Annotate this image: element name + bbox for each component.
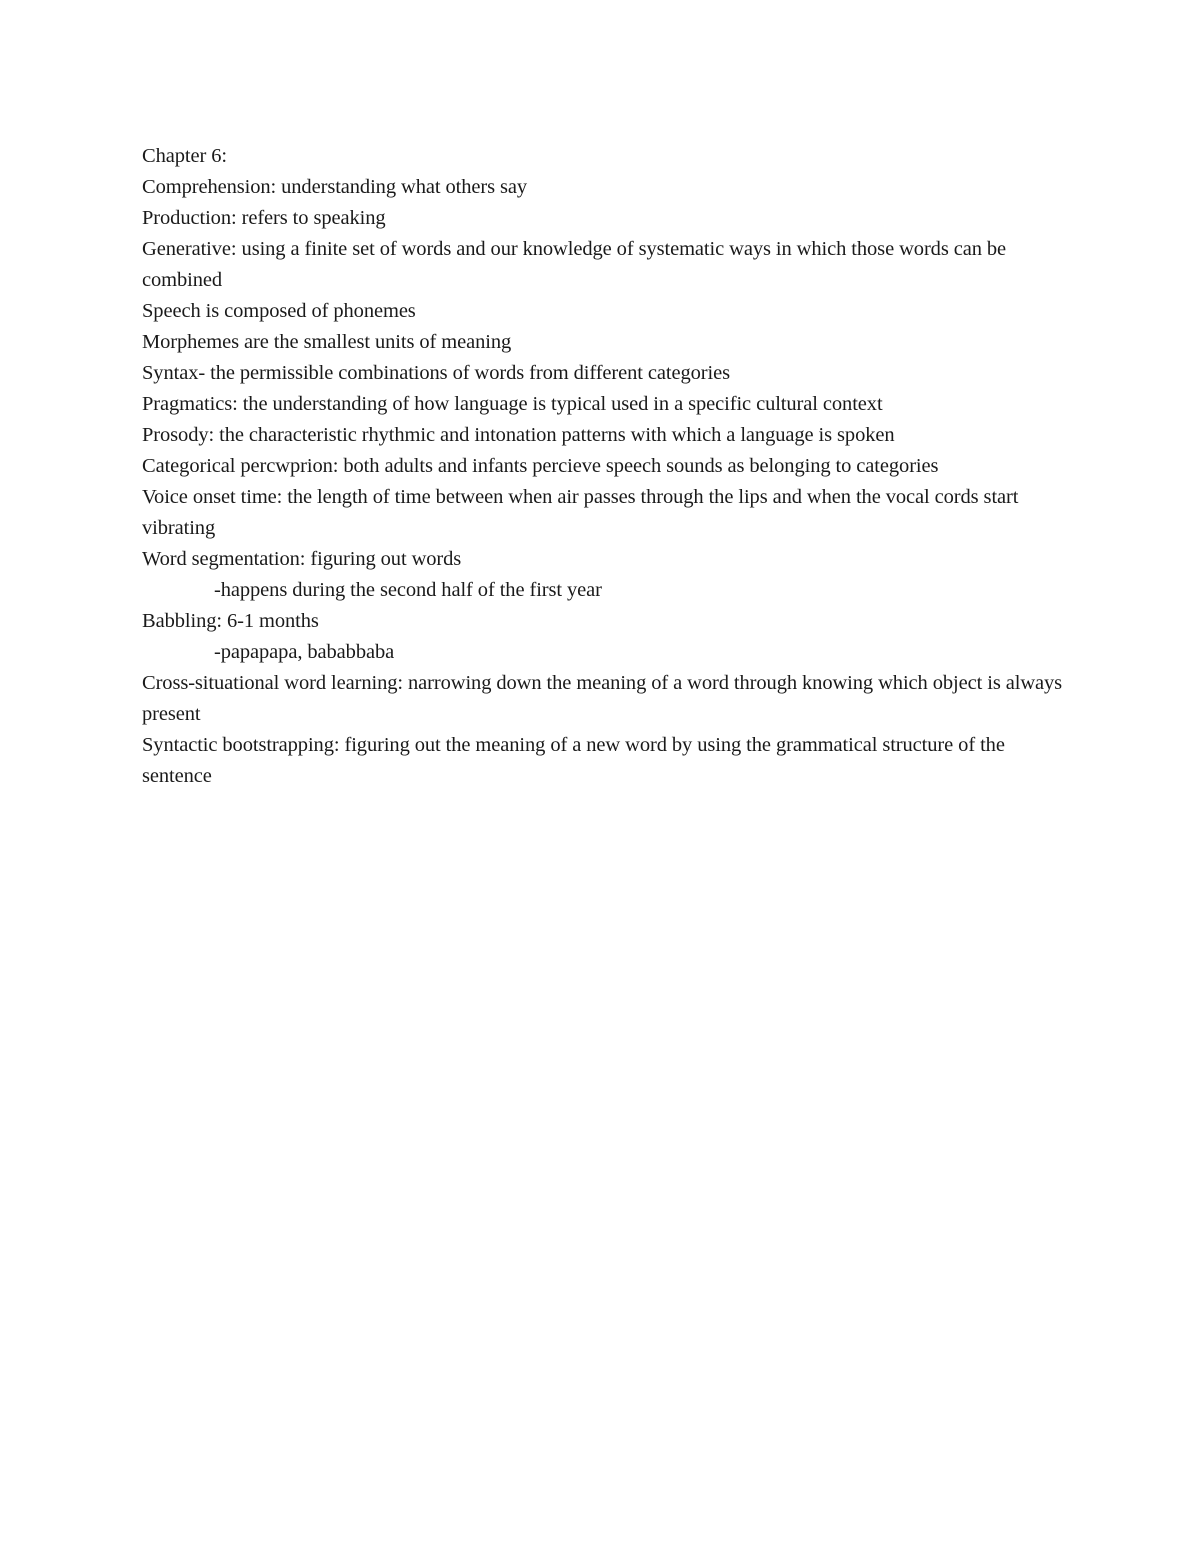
note-line: Word segmentation: figuring out words: [142, 548, 462, 570]
note-line: Production: refers to speaking: [142, 207, 386, 229]
document-body: [142, 141, 1072, 792]
note-line: Syntactic bootstrapping: figuring out the meaning of a new word by using the grammatical structure of the sentence: [142, 734, 1005, 787]
note-line: Speech is composed of phonemes: [142, 300, 416, 322]
note-line: Syntax- the permissible combinations of words from different categories: [142, 362, 731, 384]
chapter-heading: Chapter 6:: [142, 145, 227, 167]
note-line: Pragmatics: the understanding of how language is typical used in a specific cultural context: [142, 393, 883, 415]
note-line: Generative: using a finite set of words and our knowledge of systematic ways in which those words can be combined: [142, 238, 1007, 291]
note-subpoint: -happens during the second half of the first year: [214, 579, 602, 601]
note-line: Prosody: the characteristic rhythmic and intonation patterns with which a language is spoken: [142, 424, 895, 446]
note-line: Voice onset time: the length of time between when air passes through the lips and when the vocal cords start vibrating: [142, 486, 1019, 539]
note-line: Cross-situational word learning: narrowing down the meaning of a word through knowing which object is always present: [142, 672, 1063, 725]
note-line: Comprehension: understanding what others say: [142, 176, 528, 198]
note-subpoint: -papapapa, bababbaba: [214, 641, 395, 663]
note-line: Morphemes are the smallest units of meaning: [142, 331, 512, 353]
note-line: Categorical percwprion: both adults and infants percieve speech sounds as belonging to categories: [142, 455, 939, 477]
note-line: Babbling: 6-1 months: [142, 610, 319, 632]
